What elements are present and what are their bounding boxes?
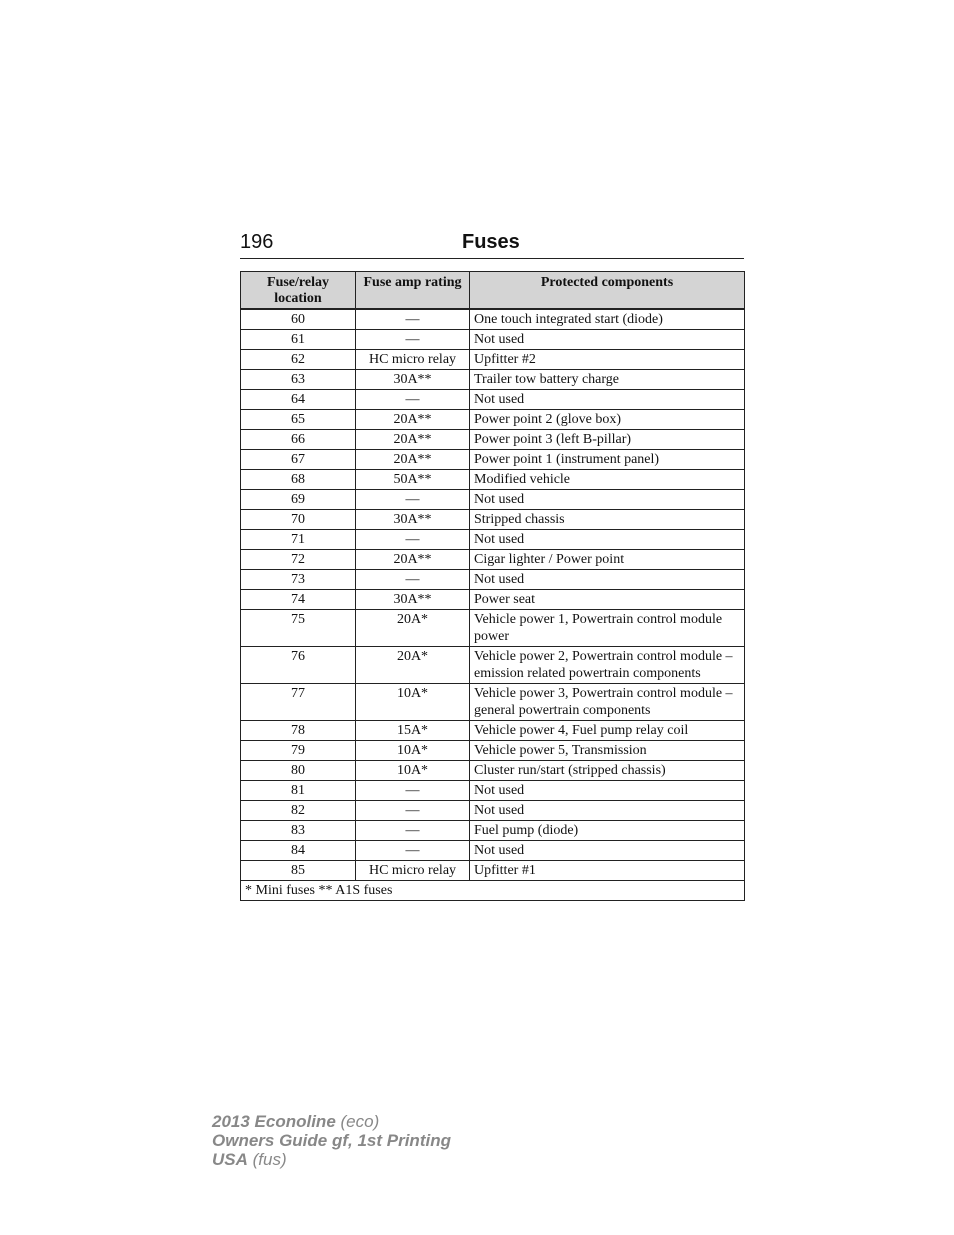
protected-component-cell: Trailer tow battery charge [470, 370, 745, 390]
protected-component-cell: Vehicle power 5, Transmission [470, 741, 745, 761]
protected-component-cell: Power point 1 (instrument panel) [470, 450, 745, 470]
fuse-location-cell: 79 [241, 741, 356, 761]
fuse-rating-cell: 20A** [356, 450, 470, 470]
table-row [241, 821, 745, 841]
fuse-rating-cell: 30A** [356, 370, 470, 390]
table-row [241, 430, 745, 450]
table-row [241, 490, 745, 510]
fuse-rating-cell: 15A* [356, 721, 470, 741]
fuse-location-cell: 70 [241, 510, 356, 530]
protected-component-cell: Not used [470, 570, 745, 590]
fuse-rating-cell: — [356, 309, 470, 330]
table-row [241, 647, 745, 684]
protected-component-cell: Upfitter #2 [470, 350, 745, 370]
footer-line-3 [212, 1150, 451, 1169]
column-header-components: Protected components [470, 272, 745, 310]
protected-component-cell: Not used [470, 781, 745, 801]
protected-component-cell: Power seat [470, 590, 745, 610]
fuse-location-cell: 77 [241, 684, 356, 721]
fuse-location-cell: 66 [241, 430, 356, 450]
fuse-rating-cell: HC micro relay [356, 861, 470, 881]
table-row [241, 510, 745, 530]
fuse-rating-cell: — [356, 330, 470, 350]
protected-component-cell: Vehicle power 4, Fuel pump relay coil [470, 721, 745, 741]
fuse-location-cell: 64 [241, 390, 356, 410]
fuse-rating-cell: 10A* [356, 684, 470, 721]
column-header-rating: Fuse amp rating [356, 272, 470, 310]
protected-component-cell: One touch integrated start (diode) [470, 309, 745, 330]
footer-guide: Owners Guide gf, 1st Printing [212, 1131, 451, 1150]
table-row [241, 410, 745, 430]
fuse-rating-cell: — [356, 530, 470, 550]
fuse-rating-cell: — [356, 570, 470, 590]
protected-component-cell: Not used [470, 330, 745, 350]
footer-region: USA [212, 1150, 248, 1169]
protected-component-cell: Modified vehicle [470, 470, 745, 490]
footer-model: 2013 Econoline [212, 1112, 336, 1131]
fuse-table [240, 271, 745, 901]
table-row [241, 861, 745, 881]
fuse-rating-cell: 20A* [356, 647, 470, 684]
fuse-rating-cell: 10A* [356, 761, 470, 781]
table-row [241, 841, 745, 861]
table-footnote: * Mini fuses ** A1S fuses [241, 881, 745, 901]
fuse-table-body [241, 309, 745, 881]
fuse-rating-cell: — [356, 841, 470, 861]
table-header-row [241, 272, 745, 310]
protected-component-cell: Vehicle power 2, Powertrain control module – emission related powertrain components [470, 647, 745, 684]
protected-component-cell: Not used [470, 490, 745, 510]
table-row [241, 309, 745, 330]
fuse-rating-cell: 20A* [356, 610, 470, 647]
fuse-rating-cell: — [356, 801, 470, 821]
page-number: 196 [240, 231, 274, 253]
fuse-location-cell: 60 [241, 309, 356, 330]
protected-component-cell: Vehicle power 1, Powertrain control module power [470, 610, 745, 647]
table-row [241, 530, 745, 550]
table-row [241, 350, 745, 370]
protected-component-cell: Not used [470, 801, 745, 821]
fuse-rating-cell: 50A** [356, 470, 470, 490]
fuse-rating-cell: HC micro relay [356, 350, 470, 370]
footer-region-code: (fus) [247, 1150, 287, 1169]
fuse-location-cell: 76 [241, 647, 356, 684]
fuse-location-cell: 65 [241, 410, 356, 430]
table-row [241, 470, 745, 490]
table-row [241, 741, 745, 761]
footer-model-code: (eco) [335, 1112, 380, 1131]
section-title: Fuses [462, 231, 520, 253]
protected-component-cell: Fuel pump (diode) [470, 821, 745, 841]
fuse-location-cell: 78 [241, 721, 356, 741]
table-row [241, 610, 745, 647]
fuse-location-cell: 68 [241, 470, 356, 490]
fuse-location-cell: 71 [241, 530, 356, 550]
column-header-location: Fuse/relay location [241, 272, 356, 310]
table-row [241, 801, 745, 821]
footnote-row [241, 881, 745, 901]
fuse-rating-cell: 30A** [356, 510, 470, 530]
footer-line-1 [212, 1112, 451, 1131]
fuse-location-cell: 62 [241, 350, 356, 370]
fuse-rating-cell: 20A** [356, 410, 470, 430]
fuse-location-cell: 72 [241, 550, 356, 570]
table-row [241, 550, 745, 570]
fuse-location-cell: 61 [241, 330, 356, 350]
fuse-rating-cell: — [356, 781, 470, 801]
table-row [241, 721, 745, 741]
fuse-location-cell: 67 [241, 450, 356, 470]
fuse-rating-cell: — [356, 390, 470, 410]
fuse-location-cell: 75 [241, 610, 356, 647]
protected-component-cell: Stripped chassis [470, 510, 745, 530]
fuse-location-cell: 83 [241, 821, 356, 841]
fuse-location-cell: 73 [241, 570, 356, 590]
table-row [241, 390, 745, 410]
page-header [240, 228, 744, 259]
fuse-location-cell: 84 [241, 841, 356, 861]
fuse-rating-cell: 20A** [356, 550, 470, 570]
table-row [241, 370, 745, 390]
protected-component-cell: Vehicle power 3, Powertrain control module – general powertrain components [470, 684, 745, 721]
table-row [241, 781, 745, 801]
fuse-rating-cell: 20A** [356, 430, 470, 450]
protected-component-cell: Power point 3 (left B-pillar) [470, 430, 745, 450]
fuse-location-cell: 63 [241, 370, 356, 390]
fuse-location-cell: 82 [241, 801, 356, 821]
fuse-location-cell: 69 [241, 490, 356, 510]
protected-component-cell: Not used [470, 841, 745, 861]
table-row [241, 684, 745, 721]
table-row [241, 330, 745, 350]
table-row [241, 761, 745, 781]
protected-component-cell: Cluster run/start (stripped chassis) [470, 761, 745, 781]
table-row [241, 450, 745, 470]
protected-component-cell: Upfitter #1 [470, 861, 745, 881]
fuse-rating-cell: 10A* [356, 741, 470, 761]
footer-line-2 [212, 1131, 451, 1150]
protected-component-cell: Not used [470, 390, 745, 410]
fuse-location-cell: 81 [241, 781, 356, 801]
fuse-location-cell: 74 [241, 590, 356, 610]
protected-component-cell: Power point 2 (glove box) [470, 410, 745, 430]
fuse-rating-cell: 30A** [356, 590, 470, 610]
table-row [241, 570, 745, 590]
protected-component-cell: Not used [470, 530, 745, 550]
fuse-rating-cell: — [356, 821, 470, 841]
fuse-location-cell: 85 [241, 861, 356, 881]
fuse-location-cell: 80 [241, 761, 356, 781]
fuse-rating-cell: — [356, 490, 470, 510]
protected-component-cell: Cigar lighter / Power point [470, 550, 745, 570]
document-footer [212, 1112, 451, 1169]
table-row [241, 590, 745, 610]
